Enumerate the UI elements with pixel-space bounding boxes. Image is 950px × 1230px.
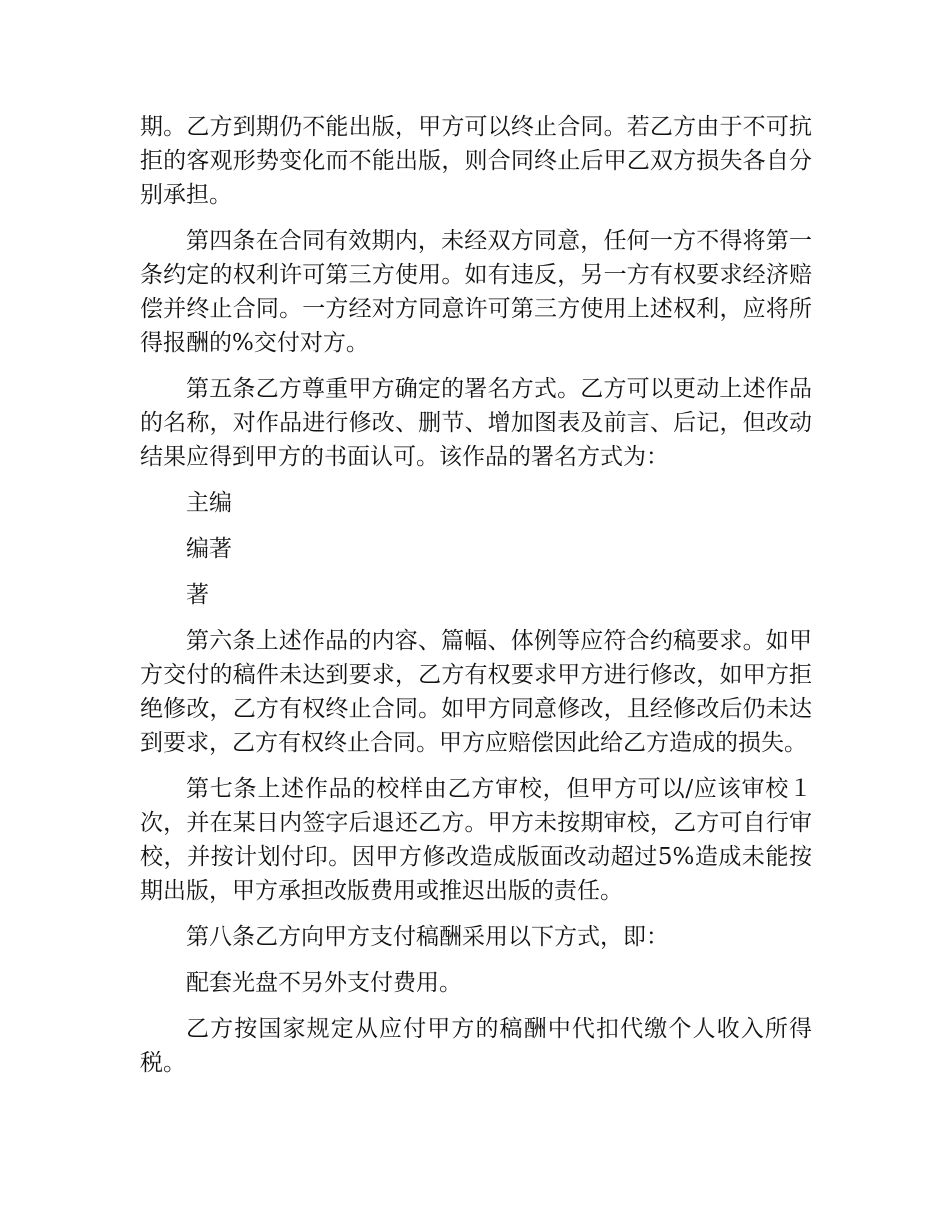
paragraph-cd-note: 配套光盘不另外支付费用。 [186, 970, 462, 996]
paragraph-article-6: 第六条上述作品的内容、篇幅、体例等应符合约稿要求。如甲方交付的稿件未达到要求，乙方有权要求甲方进行修改，如甲方拒绝修改，乙方有权终止合同。如甲方同意修改，且经修改后仍未达到要求，乙方有权终止合同。甲方应赔偿因此给乙方造成的损失。 [140, 628, 812, 756]
paragraph-article-8: 第八条乙方向甲方支付稿酬采用以下方式，即： [186, 924, 669, 950]
signature-option-author: 著 [186, 582, 209, 608]
paragraph-tax-note: 乙方按国家规定从应付甲方的稿酬中代扣代缴个人收入所得税。 [140, 1016, 812, 1076]
paragraph-continuation: 期。乙方到期仍不能出版，甲方可以终止合同。若乙方由于不可抗拒的客观形势变化而不能出版，则合同终止后甲乙双方损失各自分别承担。 [140, 114, 812, 208]
paragraph-article-4: 第四条在合同有效期内，未经双方同意，任何一方不得将第一条约定的权利许可第三方使用。如有违反，另一方有权要求经济赔偿并终止合同。一方经对方同意许可第三方使用上述权利，应将所得报酬的%交付对方。 [140, 228, 812, 356]
paragraph-article-5: 第五条乙方尊重甲方确定的署名方式。乙方可以更动上述作品的名称，对作品进行修改、删节、增加图表及前言、后记，但改动结果应得到甲方的书面认可。该作品的署名方式为： [140, 376, 812, 470]
signature-option-compiler: 编著 [186, 536, 232, 562]
document-body [140, 110, 812, 1092]
signature-option-chief-editor: 主编 [186, 490, 232, 516]
paragraph-article-7: 第七条上述作品的校样由乙方审校，但甲方可以/应该审校１次，并在某日内签字后退还乙方。甲方未按期审校，乙方可自行审校，并按计划付印。因甲方修改造成版面改动超过5%造成未能按期出版，甲方承担改版费用或推迟出版的责任。 [140, 776, 812, 904]
